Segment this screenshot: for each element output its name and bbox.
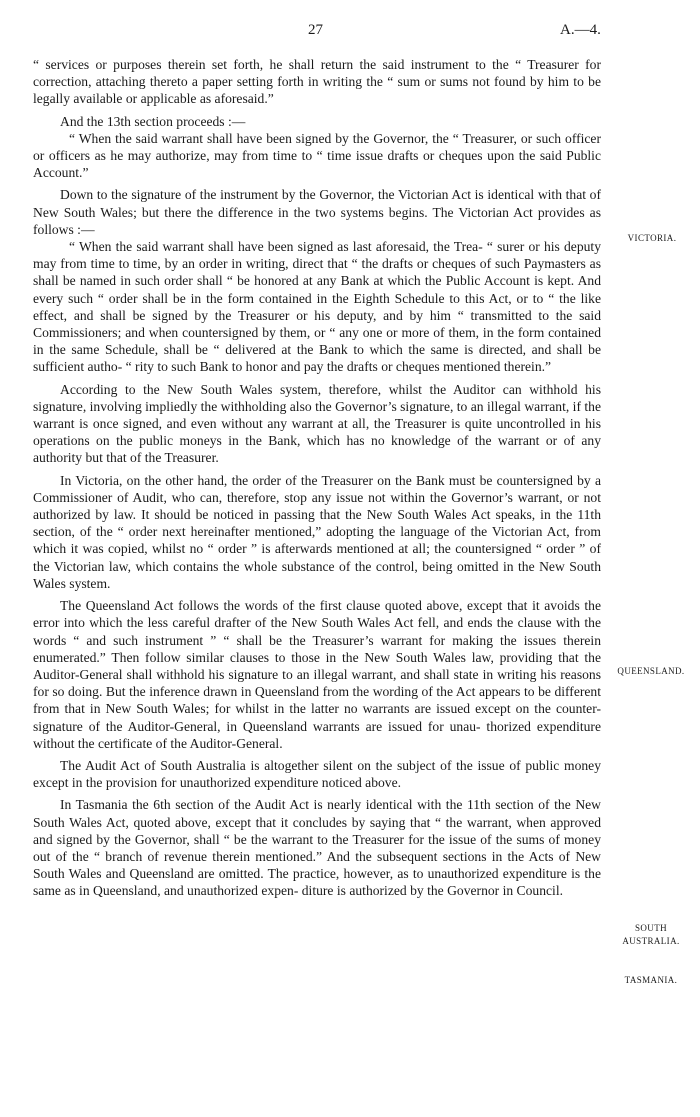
sidenote-south-australia-line2: AUSTRALIA. bbox=[622, 936, 680, 946]
paragraph-nsw-system: According to the New South Wales system, therefore, whilst the Auditor can withhold his signature, involving impliedly the withholding also the Governor’s signature, to an illegal warrant, if the warrant is once signed, and even without any warrant at all, the Treasurer is quite uncontrolled in his operations on the public moneys in the Bank, which has no knowledge of the warrant or of any authority but that of the Treasurer. bbox=[33, 381, 601, 466]
paragraph-section-13-intro: And the 13th section proceeds :— bbox=[60, 113, 246, 129]
sidenote-queensland: QUEENSLAND. bbox=[617, 666, 685, 676]
paragraph-victoria-order: In Victoria, on the other hand, the order of the Treasurer on the Bank must be countersigned by a Commissioner of Audit, who can, therefore, stop any issue not within the Governor’s warrant, or not authorized by law. It should be noticed in passing that the New South Wales Act speaks, in the 11th section, of the “ order next hereinafter mentioned,” adopting the language of the Victorian Act, from which it was copied, whilst no “ order ” is afterwards mentioned at all; the countersigned “ order ” of the Victorian law, which contains the whole substance of the control, being omitted in the New South Wales system. bbox=[33, 472, 601, 591]
paragraph-tasmania: In Tasmania the 6th section of the Audit Act is nearly identical with the 11th section of the New South Wales Act, quoted above, except that it concludes by saying that “ the warrant, when approved and signed by the Governor, shall “ be the warrant to the Treasurer for the issue of the sums of money out of the “ branch of revenue therein mentioned.” And the subsequent sections in the Acts of New South Wales and Queensland are omitted. The practice, however, as to unauthorized expenditure is the same as in Queensland, and unauthorized expen- diture is authorized by the Governor in Council. bbox=[33, 797, 601, 899]
paragraph-continued-quote: “ services or purposes therein set forth, he shall return the said instrument to the “ Treasurer for correction, attaching thereto a paper setting forth in writing the “ sum or sums not found by him to be legally available or applicable as aforesaid.” bbox=[33, 57, 601, 107]
page-header bbox=[0, 22, 700, 42]
document-reference: A.—4. bbox=[560, 22, 601, 38]
sidenote-tasmania: TASMANIA. bbox=[624, 975, 678, 985]
paragraph-queensland: The Queensland Act follows the words of the first clause quoted above, except that it avoids the error into which the less careful drafter of the New South Wales Act fell, and ends the clause with the words “ and such instrument ” “ shall be the Treasurer’s warrant for making the issues therein enumerated.” Then follow similar clauses to those in the New South Wales law, providing that the Auditor-General shall withhold his signature to an illegal warrant, and shall state in writing his reasons for so doing. But the inference drawn in Queensland from the wording of the Act appears to be different from that in New South Wales; for whilst in the latter no warrants are issued except on the counter- signature of the Auditor-General, in Queensland warrants are issued for unau- thorized expenditure without the certificate of the Auditor-General. bbox=[33, 598, 601, 751]
paragraph-section-13-quote: “ When the said warrant shall have been signed by the Governor, the “ Treasurer, or such officer or officers as he may authorize, may from time to “ time issue drafts or cheques upon the said Public Account.” bbox=[33, 130, 601, 181]
page-number: 27 bbox=[308, 22, 323, 38]
paragraph-victoria-quote: “ When the said warrant shall have been signed as last aforesaid, the Trea- “ surer or his deputy may from time to time, by an order in writing, direct that “ the drafts or cheques of such Paymasters as shall be named in such order shall “ be honored at any Bank at which the Public Account is kept. And every such “ order shall be in the form contained in the Eighth Schedule to this Act, or to “ the like effect, and shall be signed by the Treasurer or his deputy, and by him “ transmitted to the said Commissioners; and when countersigned by them, or “ any one or more of them, in the form contained in the same Schedule, shall be “ delivered at the Bank to which the same is directed, and shall be sufficient autho- “ rity to such Bank to honor and pay the drafts or cheques mentioned therein.” bbox=[33, 239, 601, 375]
paragraph-south-australia: The Audit Act of South Australia is altogether silent on the subject of the issue of public money except in the provision for unauthorized expenditure noticed above. bbox=[33, 757, 601, 791]
paragraph-victoria-intro: Down to the signature of the instrument by the Governor, the Victorian Act is identical with that of New South Wales; but there the difference in the two systems begins. The Victorian Act provides as follows :— bbox=[33, 187, 601, 237]
page-body bbox=[33, 56, 601, 900]
sidenote-south-australia-line1: SOUTH bbox=[634, 923, 667, 933]
sidenote-victoria: VICTORIA. bbox=[627, 233, 677, 243]
